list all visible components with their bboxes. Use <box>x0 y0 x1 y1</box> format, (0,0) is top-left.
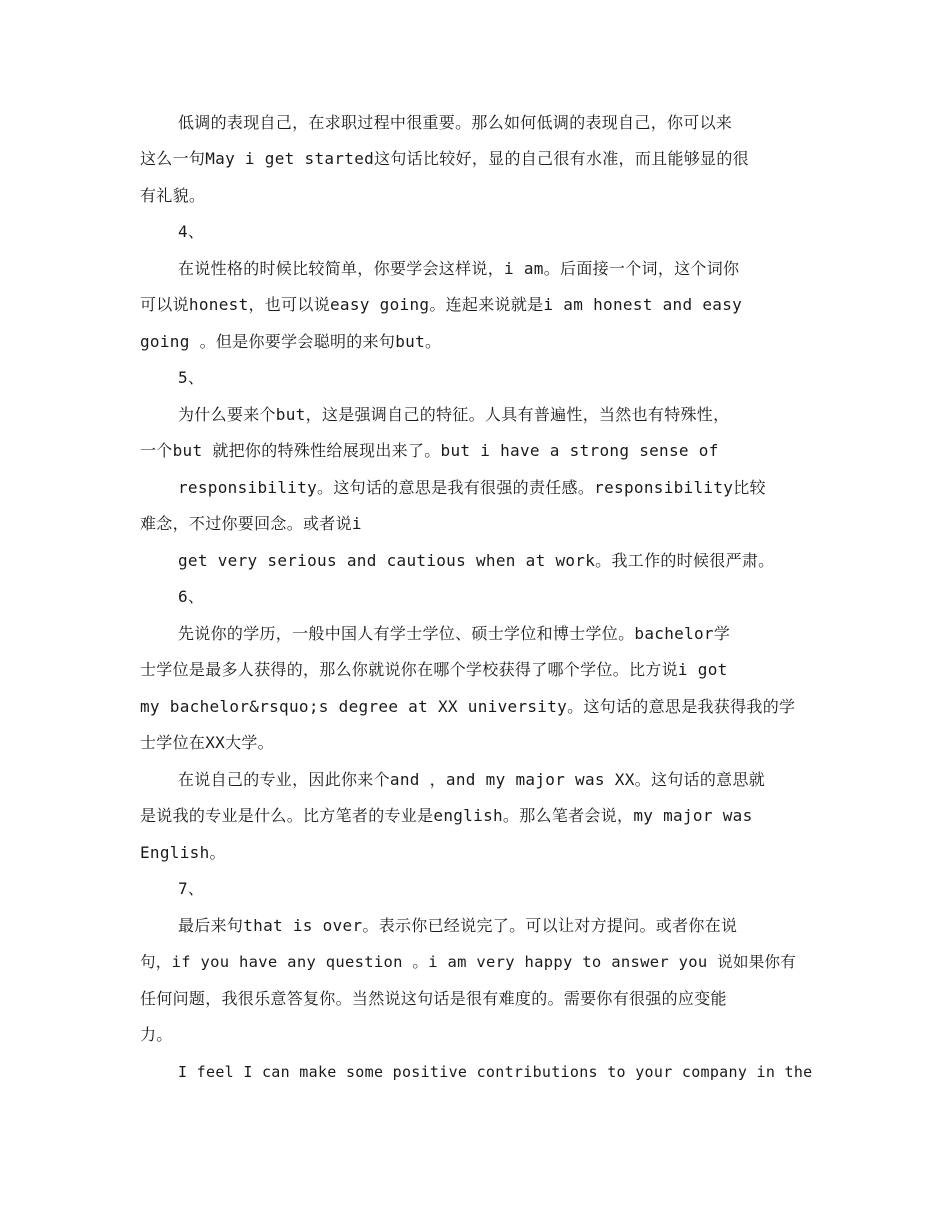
list-number: 4、 <box>178 222 205 241</box>
text-line: English。 <box>140 843 226 862</box>
text-line: 有礼貌。 <box>140 186 206 205</box>
text-line: 最后来句that is over。表示你已经说完了。可以让对方提问。或者你在说 <box>178 916 738 935</box>
text-line: 低调的表现自己，在求职过程中很重要。那么如何低调的表现自己，你可以来 <box>178 113 733 132</box>
text-line: 难念，不过你要回念。或者说i <box>140 514 362 533</box>
text-line: 士学位是最多人获得的，那么你就说你在哪个学校获得了哪个学位。比方说i got <box>140 660 728 679</box>
text-line: 在说自己的专业，因此你来个and ，and my major was XX。这句话的意思就 <box>178 770 766 789</box>
text-line: 可以说honest，也可以说easy going。连起来说就是i am honest and easy <box>140 295 743 314</box>
text-line: 这么一句May i get started这句话比较好，显的自己很有水准，而且能够显的很 <box>140 149 749 168</box>
text-line: going 。但是你要学会聪明的来句but。 <box>140 332 442 351</box>
text-line: 任何问题，我很乐意答复你。当然说这句话是很有难度的。需要你有很强的应变能 <box>140 989 727 1008</box>
text-line: responsibility。这句话的意思是我有很强的责任感。responsibility比较 <box>178 478 766 497</box>
text-line: 力。 <box>140 1025 173 1044</box>
list-number: 7、 <box>178 879 205 898</box>
text-line: 先说你的学历，一般中国人有学士学位、硕士学位和博士学位。bachelor学 <box>178 624 731 643</box>
text-line: I feel I can make some positive contributions to your company in the <box>178 1063 813 1081</box>
text-line: 为什么要来个but，这是强调自己的特征。人具有普遍性，当然也有特殊性， <box>178 405 730 424</box>
text-line: 一个but 就把你的特殊性给展现出来了。but i have a strong sense of <box>140 441 719 460</box>
text-line: get very serious and cautious when at work。我工作的时候很严肃。 <box>178 551 775 570</box>
text-line: 士学位在XX大学。 <box>140 733 274 752</box>
list-number: 5、 <box>178 368 205 387</box>
text-line: 句，if you have any question 。i am very happy to answer you 说如果你有 <box>140 953 797 971</box>
text-line: my bachelor&rsquo;s degree at XX university。这句话的意思是我获得我的学 <box>140 697 796 716</box>
list-number: 6、 <box>178 587 205 606</box>
text-line: 在说性格的时候比较简单，你要学会这样说，i am。后面接一个词，这个词你 <box>178 259 740 278</box>
text-line: 是说我的专业是什么。比方笔者的专业是english。那么笔者会说，my major was <box>140 806 753 825</box>
